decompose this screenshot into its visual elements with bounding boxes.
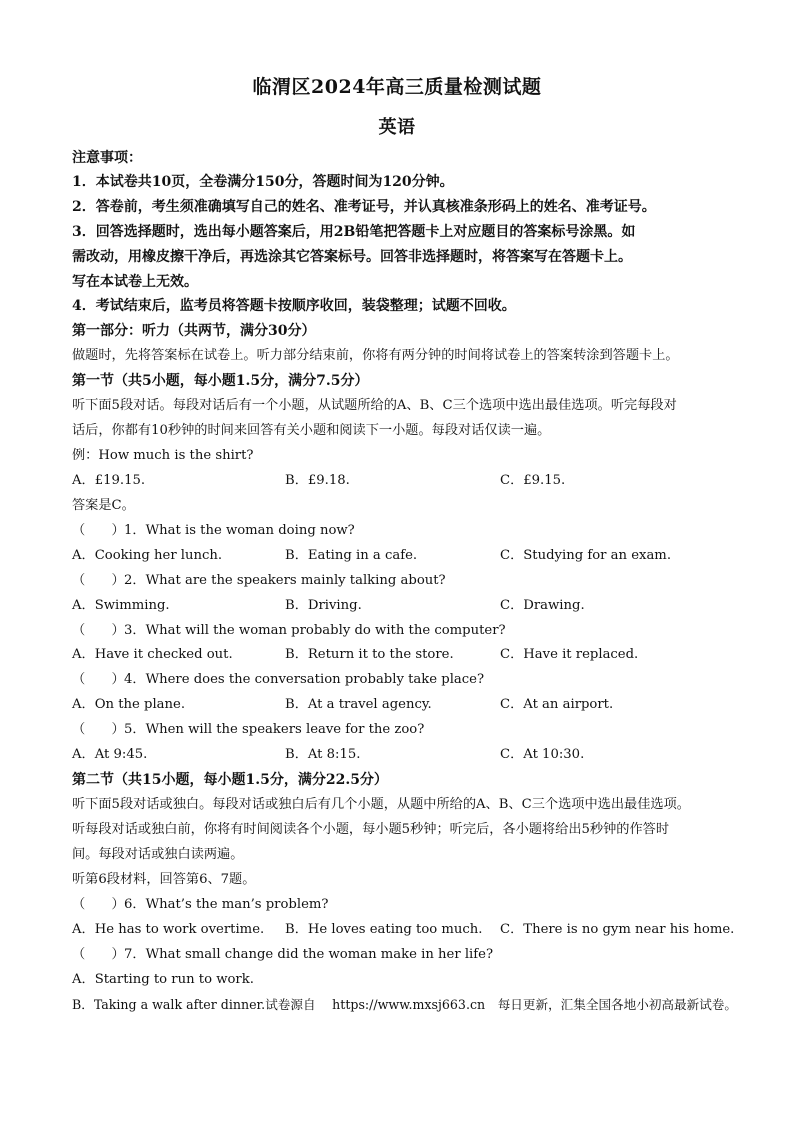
option-c: C．£9.15. xyxy=(500,473,566,488)
material-instruction: 听第6段材料，回答第6、7题。 xyxy=(72,872,256,887)
option-b: B．Taking a walk after dinner. xyxy=(72,997,266,1012)
section1-heading: 第一节（共5小题，每小题1.5分，满分7.5分） xyxy=(72,373,369,389)
option-a: A．At 9:45. xyxy=(72,747,148,762)
question-text: 6．What’s the man’s problem? xyxy=(124,897,329,912)
question-text: 3．What will the woman probably do with the computer? xyxy=(124,623,506,638)
option-a: A．Starting to run to work. xyxy=(72,972,254,987)
note-item: 3．回答选择题时，选出每小题答案后，用2B铅笔把答题卡上对应题目的答案标号涂黑。如 xyxy=(72,224,636,240)
answer-blank[interactable]: （ ） xyxy=(72,623,125,638)
subject-title: 英语 xyxy=(378,117,416,138)
note-item: 写在本试卷上无效。 xyxy=(72,274,198,290)
option-b: B．£9.18. xyxy=(285,473,350,488)
note-item: 4．考试结束后，监考员将答题卡按顺序收回，装袋整理；试题不回收。 xyxy=(72,298,516,314)
question-1 xyxy=(72,523,732,539)
question-6 xyxy=(72,897,732,913)
example-question: 例：How much is the shirt? xyxy=(72,448,254,463)
option-c: C．At an airport. xyxy=(500,697,614,712)
answer-blank[interactable]: （ ） xyxy=(72,722,125,737)
option-a: A．He has to work overtime. xyxy=(72,922,265,937)
question-text: 7．What small change did the woman make in her life? xyxy=(124,947,494,962)
question-text: 2．What are the speakers mainly talking about? xyxy=(124,573,446,588)
section1-intro: 话后，你都有10秒钟的时间来回答有关小题和阅读下一小题。每段对话仅读一遍。 xyxy=(72,423,551,438)
option-b: B．Return it to the store. xyxy=(285,647,454,662)
option-c: C．Have it replaced. xyxy=(500,647,639,662)
option-b: B．At a travel agency. xyxy=(285,697,432,712)
option-a: A．On the plane. xyxy=(72,697,186,712)
answer-blank[interactable]: （ ） xyxy=(72,573,125,588)
question-text: 4．Where does the conversation probably take place? xyxy=(124,672,485,687)
exam-title: 临渭区2024年高三质量检测试题 xyxy=(252,76,542,98)
question-3 xyxy=(72,623,732,639)
answer-blank[interactable]: （ ） xyxy=(72,897,125,912)
option-b: B．Driving. xyxy=(285,598,362,613)
section1-intro: 听下面5段对话。每段对话后有一个小题，从试题所给的A、B、C三个选项中选出最佳选项。听完每段对 xyxy=(72,398,677,413)
answer-blank[interactable]: （ ） xyxy=(72,947,125,962)
question-text: 1．What is the woman doing now? xyxy=(124,523,355,538)
section2-intro: 听每段对话或独白前，你将有时间阅读各个小题，每小题5秒钟；听完后，各小题将给出5秒钟的作答时 xyxy=(72,822,670,837)
option-c: C．Studying for an exam. xyxy=(500,548,672,563)
part1-intro: 做题时，先将答案标在试卷上。听力部分结束前，你将有两分钟的时间将试卷上的答案转涂到答题卡上。 xyxy=(72,348,679,363)
question-2 xyxy=(72,573,732,589)
option-c: C．At 10:30. xyxy=(500,747,585,762)
option-b: B．He loves eating too much. xyxy=(285,922,483,937)
question-5 xyxy=(72,722,732,738)
question-7 xyxy=(72,947,732,963)
option-b-with-footer xyxy=(72,997,737,1013)
option-a: A．Cooking her lunch. xyxy=(72,548,223,563)
section2-intro: 听下面5段对话或独白。每段对话或独白后有几个小题，从题中所给的A、B、C三个选项中选出最佳选项。 xyxy=(72,797,690,812)
option-c: C．There is no gym near his home. xyxy=(500,922,735,937)
answer-blank[interactable]: （ ） xyxy=(72,523,125,538)
option-a: A．Have it checked out. xyxy=(72,647,233,662)
option-b: B．Eating in a cafe. xyxy=(285,548,418,563)
section2-intro: 间。每段对话或独白读两遍。 xyxy=(72,847,244,862)
source-footer[interactable]: 试卷源自 https://www.mxsj663.cn 每日更新，汇集全国各地小初高最新试卷。 xyxy=(265,997,737,1012)
note-item: 2．答卷前，考生须准确填写自己的姓名、准考证号，并认真核准条形码上的姓名、准考证号。 xyxy=(72,199,656,215)
part1-heading: 第一部分：听力（共两节，满分30分） xyxy=(72,323,316,339)
question-4 xyxy=(72,672,732,688)
note-item: 1．本试卷共10页，全卷满分150分，答题时间为120分钟。 xyxy=(72,174,454,190)
example-answer: 答案是C。 xyxy=(72,498,135,513)
notes-heading: 注意事项： xyxy=(72,150,142,166)
option-a: A．Swimming. xyxy=(72,598,170,613)
option-b: B．At 8:15. xyxy=(285,747,361,762)
question-text: 5．When will the speakers leave for the zoo? xyxy=(124,722,425,737)
note-item: 需改动，用橡皮擦干净后，再选涂其它答案标号。回答非选择题时，将答案写在答题卡上。 xyxy=(72,249,632,265)
option-c: C．Drawing. xyxy=(500,598,585,613)
option-a: A．£19.15. xyxy=(72,473,146,488)
answer-blank[interactable]: （ ） xyxy=(72,672,125,687)
section2-heading: 第二节（共15小题，每小题1.5分，满分22.5分） xyxy=(72,772,388,788)
